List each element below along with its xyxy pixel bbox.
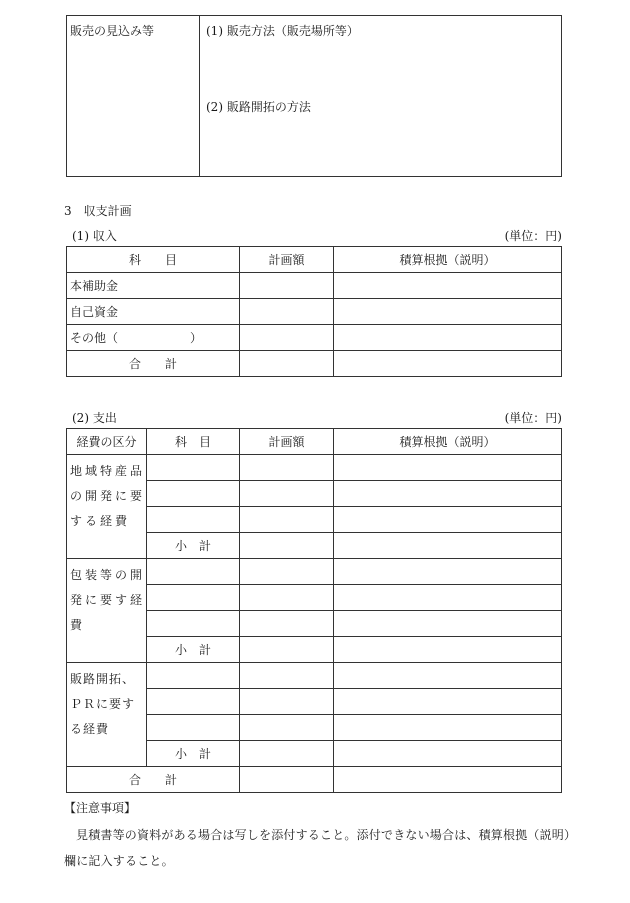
expense-plan-cell[interactable] (240, 611, 334, 637)
expense-unit: (単位：円) (504, 411, 562, 425)
expense-category-development: 地域特産品の開発に要する経費 (67, 455, 147, 559)
sales-outlook-table (66, 15, 562, 177)
income-basis-cell[interactable] (334, 299, 562, 325)
expense-category-packaging: 包装等の開発に要す経費 (67, 559, 147, 663)
expense-total-row (67, 767, 562, 793)
expense-basis-cell[interactable] (334, 689, 562, 715)
income-total-label: 合 計 (67, 351, 240, 377)
income-table (66, 246, 562, 377)
expense-total-basis-cell[interactable] (334, 767, 562, 793)
expense-subtotal-label: 小 計 (147, 533, 240, 559)
table-row (67, 455, 562, 481)
expense-basis-cell[interactable] (334, 481, 562, 507)
income-plan-cell[interactable] (240, 273, 334, 299)
expense-plan-cell[interactable] (240, 481, 334, 507)
table-row (67, 273, 562, 299)
income-row-label: 自己資金 (67, 299, 240, 325)
expense-basis-cell[interactable] (334, 741, 562, 767)
sales-channel-label: (2) 販路開拓の方法 (206, 100, 311, 114)
expense-plan-cell[interactable] (240, 637, 334, 663)
table-row (67, 325, 562, 351)
sales-outlook-label: 販売の見込み等 (67, 16, 200, 177)
table-row (67, 299, 562, 325)
table-row (67, 663, 562, 689)
expense-item-cell[interactable] (147, 585, 240, 611)
income-title: (1) 収入 (72, 229, 117, 243)
expense-item-cell[interactable] (147, 455, 240, 481)
expense-plan-cell[interactable] (240, 741, 334, 767)
income-total-plan-cell[interactable] (240, 351, 334, 377)
expense-basis-cell[interactable] (334, 559, 562, 585)
expense-title: (2) 支出 (72, 411, 117, 425)
income-plan-cell[interactable] (240, 299, 334, 325)
expense-basis-cell[interactable] (334, 715, 562, 741)
expense-item-cell[interactable] (147, 507, 240, 533)
income-total-row (67, 351, 562, 377)
expense-plan-cell[interactable] (240, 507, 334, 533)
income-total-basis-cell[interactable] (334, 351, 562, 377)
income-basis-cell[interactable] (334, 273, 562, 299)
notes-heading: 【注意事項】 (64, 801, 137, 815)
expense-item-cell[interactable] (147, 559, 240, 585)
expense-total-label: 合 計 (67, 767, 240, 793)
expense-plan-cell[interactable] (240, 663, 334, 689)
expense-item-cell[interactable] (147, 481, 240, 507)
income-header-item: 科 目 (67, 247, 240, 273)
expense-item-cell[interactable] (147, 689, 240, 715)
expense-subtotal-label: 小 計 (147, 741, 240, 767)
expense-basis-cell[interactable] (334, 455, 562, 481)
table-row (67, 559, 562, 585)
expense-header-row (67, 429, 562, 455)
expense-basis-cell[interactable] (334, 611, 562, 637)
expense-header-plan: 計画額 (240, 429, 334, 455)
expense-basis-cell[interactable] (334, 507, 562, 533)
expense-header-item: 科 目 (147, 429, 240, 455)
sales-outlook-content (200, 16, 562, 177)
expense-plan-cell[interactable] (240, 689, 334, 715)
expense-item-cell[interactable] (147, 663, 240, 689)
income-plan-cell[interactable] (240, 325, 334, 351)
expense-basis-cell[interactable] (334, 637, 562, 663)
expense-category-promotion: 販路開拓、ＰＲに要する経費 (67, 663, 147, 767)
expense-plan-cell[interactable] (240, 455, 334, 481)
income-row-label: 本補助金 (67, 273, 240, 299)
expense-plan-cell[interactable] (240, 559, 334, 585)
sales-method-label: (1) 販売方法（販売場所等） (206, 24, 359, 38)
expense-plan-cell[interactable] (240, 533, 334, 559)
income-row-label: その他（ ） (67, 325, 240, 351)
income-unit: (単位：円) (504, 229, 562, 243)
expense-table (66, 428, 562, 793)
expense-header-basis: 積算根拠（説明） (334, 429, 562, 455)
notes-body: 見積書等の資料がある場合は写しを添付すること。添付できない場合は、積算根拠（説明）欄に記入すること。 (64, 828, 571, 868)
income-header-basis: 積算根拠（説明） (334, 247, 562, 273)
expense-item-cell[interactable] (147, 715, 240, 741)
expense-basis-cell[interactable] (334, 533, 562, 559)
expense-item-cell[interactable] (147, 611, 240, 637)
expense-header-category: 経費の区分 (67, 429, 147, 455)
expense-basis-cell[interactable] (334, 663, 562, 689)
expense-plan-cell[interactable] (240, 585, 334, 611)
expense-subtotal-label: 小 計 (147, 637, 240, 663)
section3-title: 3 収支計画 (64, 204, 132, 218)
income-header-plan: 計画額 (240, 247, 334, 273)
income-basis-cell[interactable] (334, 325, 562, 351)
expense-plan-cell[interactable] (240, 715, 334, 741)
expense-total-plan-cell[interactable] (240, 767, 334, 793)
expense-basis-cell[interactable] (334, 585, 562, 611)
income-header-row (67, 247, 562, 273)
